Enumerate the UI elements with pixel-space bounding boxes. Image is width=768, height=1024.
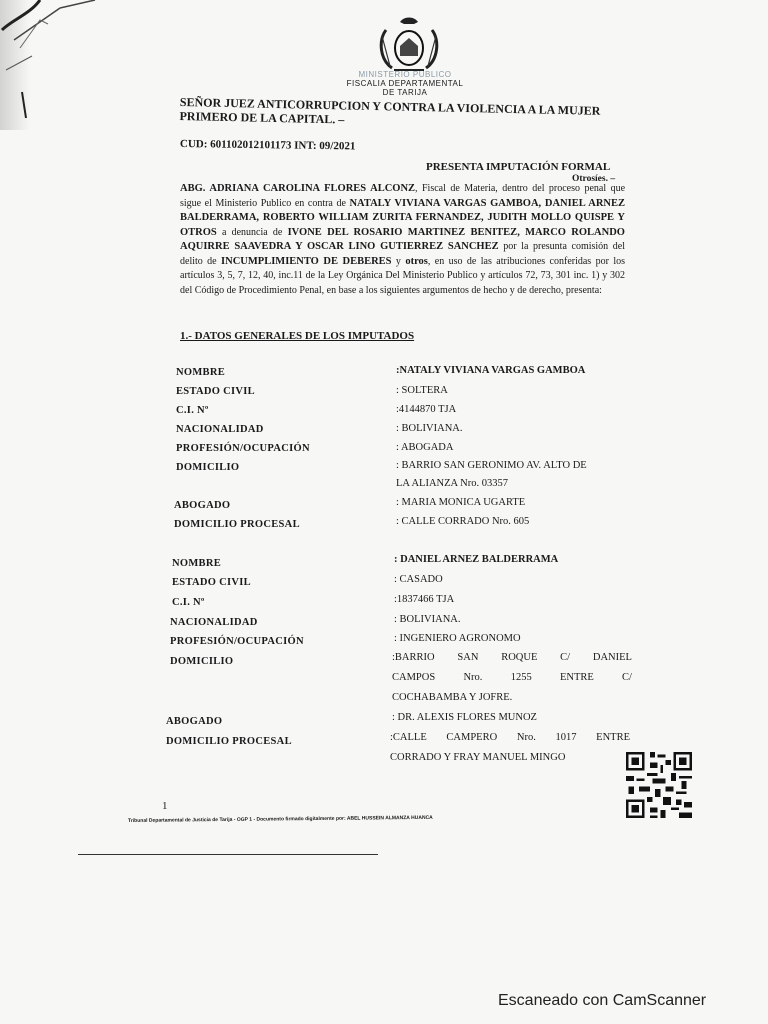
label-domicilio-procesal: DOMICILIO PROCESAL: [174, 519, 300, 530]
intro-text-5: , en uso de las atribuciones conferidas por los artículos 3, 5, 7, 12, 40, inc.11 de la Ley Orgánica Del Ministerio Publico y artículos 72, 73, 301 inc. 1) y 302 del Código de Procedimiento Penal, en base a los siguientes argumentos de hecho y de derecho, presenta:: [180, 255, 626, 296]
address-word: ENTRE: [596, 732, 630, 743]
intro-paragraph: [180, 182, 625, 298]
value-domicilio-3: COCHABAMBA Y JOFRE.: [392, 692, 513, 703]
value-profesion: : ABOGADA: [396, 442, 454, 453]
value-domicilio-procesal-2: CORRADO Y FRAY MANUEL MINGO: [390, 752, 566, 763]
offense-name: INCUMPLIMIENTO DE DEBERES: [221, 255, 392, 267]
institution-line-1: MINISTERIO PUBLICO: [358, 70, 452, 79]
address-word: :BARRIO: [392, 652, 435, 663]
institution-line-3: DE TARIJA: [382, 88, 428, 97]
address-word: :CALLE: [390, 732, 427, 743]
coat-of-arms-icon: [374, 16, 444, 76]
otrosies-label: Otrosíes. –: [572, 174, 616, 184]
complainant-names: IVONE DEL ROSARIO MARTINEZ BENITEZ, MARCO ROLANDO AQUIRRE SAAVEDRA Y OSCAR LINO GUTIERREZ SANCHEZ: [180, 226, 625, 252]
section-title: 1.- DATOS GENERALES DE LOS IMPUTADOS: [180, 330, 415, 342]
value-nombre: :NATALY VIVIANA VARGAS GAMBOA: [396, 365, 586, 376]
intro-text-3: por la presunta comisión del delito de: [180, 241, 626, 267]
value-domicilio-1: [392, 652, 632, 663]
label-estado-civil: ESTADO CIVIL: [172, 577, 251, 588]
label-ci: C.I. Nº: [176, 405, 209, 416]
label-domicilio-procesal: DOMICILIO PROCESAL: [166, 736, 292, 747]
label-abogado: ABOGADO: [166, 716, 223, 727]
case-number: CUD: 601102012101173 INT: 09/2021: [179, 138, 356, 153]
value-ci: :4144870 TJA: [396, 404, 457, 415]
value-domicilio-1: : BARRIO SAN GERONIMO AV. ALTO DE: [396, 460, 587, 471]
page-number: 1: [162, 800, 168, 812]
address-word: Nro.: [516, 732, 536, 743]
intro-text-2: a denuncia de: [216, 226, 288, 238]
intro-text-1: , Fiscal de Materia, dentro del proceso penal que sigue el Ministerio Publico en contra de: [180, 183, 626, 209]
label-abogado: ABOGADO: [174, 500, 231, 511]
footer-divider: [78, 854, 378, 855]
stamp-fragment-icon: [0, 0, 120, 130]
value-estado-civil: : SOLTERA: [396, 385, 448, 396]
address-word: CAMPOS: [392, 672, 436, 683]
label-estado-civil: ESTADO CIVIL: [176, 386, 255, 397]
addressee-heading: SEÑOR JUEZ ANTICORRUPCION Y CONTRA LA VIOLENCIA A LA MUJER PRIMERO DE LA CAPITAL. –: [179, 95, 601, 127]
address-word: ENTRE: [559, 672, 594, 683]
value-domicilio-procesal: : CALLE CORRADO Nro. 605: [396, 516, 530, 527]
value-nacionalidad: : BOLIVIANA.: [394, 614, 461, 625]
qr-code-icon: [626, 752, 692, 818]
address-word: C/: [560, 652, 571, 663]
value-domicilio-2: LA ALIANZA Nro. 03357: [396, 478, 508, 489]
value-nacionalidad: : BOLIVIANA.: [396, 423, 463, 434]
value-ci: :1837466 TJA: [394, 594, 455, 605]
accused-names: NATALY VIVIANA VARGAS GAMBOA, DANIEL ARNEZ BALDERRAMA, ROBERTO WILLIAM ZURITA FERNANDEZ, JUDITH MOLLO QUISPE Y OTROS: [180, 197, 625, 238]
value-domicilio-2: [392, 672, 632, 683]
address-word: DANIEL: [592, 652, 632, 663]
institution-line-2: FISCALIA DEPARTAMENTAL: [346, 79, 464, 88]
value-profesion: : INGENIERO AGRONOMO: [394, 633, 521, 644]
institution-header: [300, 70, 510, 97]
label-domicilio: DOMICILIO: [170, 656, 234, 667]
value-abogado: : MARIA MONICA UGARTE: [396, 497, 526, 508]
address-word: 1255: [510, 672, 532, 683]
address-word: 1017: [555, 732, 577, 743]
address-word: ROQUE: [501, 652, 538, 663]
label-domicilio: DOMICILIO: [176, 462, 240, 473]
address-word: Nro.: [463, 672, 483, 683]
scanner-watermark: Escaneado con CamScanner: [498, 992, 707, 1009]
label-nacionalidad: NACIONALIDAD: [170, 617, 258, 628]
value-abogado: : DR. ALEXIS FLORES MUNOZ: [392, 712, 537, 723]
value-estado-civil: : CASADO: [394, 574, 443, 585]
document-type: PRESENTA IMPUTACIÓN FORMAL: [426, 161, 611, 173]
label-profesion: PROFESIÓN/OCUPACIÓN: [176, 443, 310, 454]
address-word: C/: [622, 672, 632, 683]
label-profesion: PROFESIÓN/OCUPACIÓN: [170, 636, 304, 647]
address-word: CAMPERO: [446, 732, 498, 743]
value-nombre: : DANIEL ARNEZ BALDERRAMA: [394, 554, 559, 565]
label-ci: C.I. Nº: [172, 597, 205, 608]
offense-others: otros: [405, 255, 428, 267]
label-nacionalidad: NACIONALIDAD: [176, 424, 264, 435]
address-word: SAN: [457, 652, 479, 663]
value-domicilio-procesal: [390, 732, 630, 743]
digital-signature-line: Tribunal Departamental de Justicia de Tarija - OGP 1 - Documento firmado digitalmente por: ABEL HUSSEIN ALMANZA HUANCA: [128, 814, 433, 824]
intro-text-4: y: [391, 255, 406, 267]
prosecutor-name: ABG. ADRIANA CAROLINA FLORES ALCONZ: [180, 183, 416, 194]
label-nombre: NOMBRE: [176, 367, 226, 378]
label-nombre: NOMBRE: [172, 558, 222, 569]
